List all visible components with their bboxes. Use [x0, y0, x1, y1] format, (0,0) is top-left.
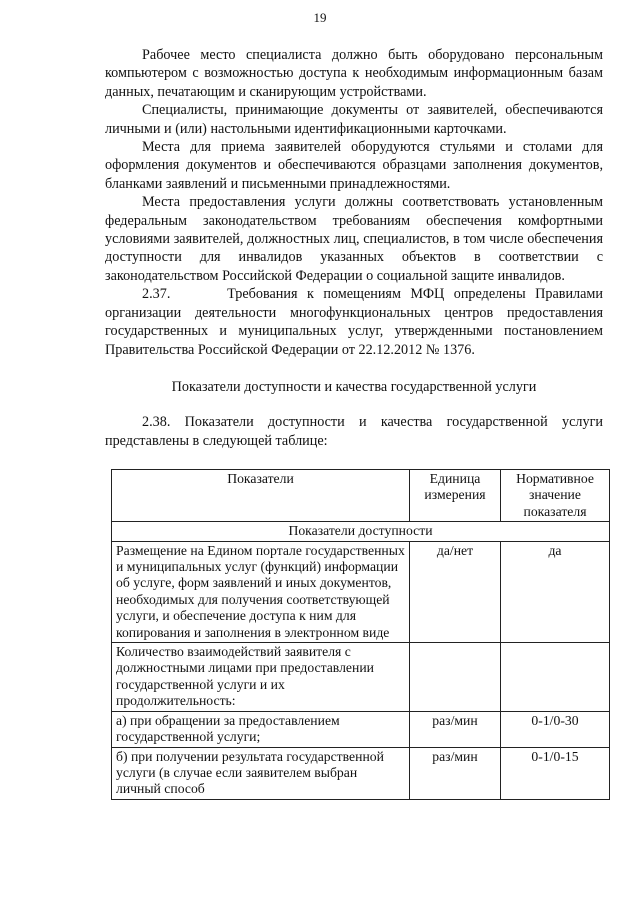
row-indicator: Количество взаимодействий заявителя с должностными лицами при предоставлении государственной услуги и их продолжительность:	[112, 643, 410, 712]
row-indicator: б) при получении результата государственной услуги (в случае если заявителем выбран личный способ	[112, 747, 410, 799]
header-normative-value: Нормативное значение показателя	[501, 470, 610, 522]
row-unit: раз/мин	[410, 711, 501, 747]
table-row	[112, 711, 610, 747]
document-body	[105, 46, 603, 450]
header-indicators: Показатели	[112, 470, 410, 522]
paragraph-service-places: Места предоставления услуги должны соответствовать установленным федеральным законодательством требованиям обеспечения комфортными условиями заявителей, должностных лиц, специалистов, в том числе обеспечения доступности для инвалидов указанных объектов в соответствии с законодательством Российской Федерации о социальной защите инвалидов.	[105, 194, 603, 284]
row-unit	[410, 643, 501, 712]
page-number: 19	[313, 10, 327, 25]
indicators-table	[111, 469, 610, 800]
row-indicator: Размещение на Едином портале государственных и муниципальных услуг (функций) информации об услуге, форм заявлений и иных документов, необходимых для получения соответствующей услуги, и обеспечение доступа к ним для копирования и заполнения в электронном виде	[112, 541, 410, 642]
section-heading: Показатели доступности и качества государственной услуги	[171, 378, 537, 395]
table-row	[112, 541, 610, 642]
row-indicator: а) при обращении за предоставлением государственной услуги;	[112, 711, 410, 747]
paragraph-reception-places: Места для приема заявителей оборудуются стульями и столами для оформления документов и обеспечиваются образцами заполнения документов, бланками заявлений и письменными принадлежностями.	[105, 139, 603, 192]
table-row	[112, 643, 610, 712]
table-section-row	[112, 522, 610, 541]
row-unit: раз/мин	[410, 747, 501, 799]
table-row	[112, 747, 610, 799]
paragraph-specialists: Специалисты, принимающие документы от заявителей, обеспечиваются личными и (или) настольными идентификационными карточками.	[105, 102, 603, 137]
row-unit: да/нет	[410, 541, 501, 642]
paragraph-2-38: 2.38. Показатели доступности и качества государственной услуги представлены в следующей таблице:	[105, 414, 603, 449]
section-availability: Показатели доступности	[112, 522, 610, 541]
row-value: да	[501, 541, 610, 642]
paragraph-2-37: 2.37. Требования к помещениям МФЦ определены Правилами организации деятельности многофункциональных центров предоставления государственных и муниципальных услуг, утвержденными постановлением Правительства Российской Федерации от 22.12.2012 № 1376.	[105, 286, 603, 358]
header-unit: Единица измерения	[410, 470, 501, 522]
paragraph-workplace: Рабочее место специалиста должно быть оборудовано персональным компьютером с возможностью доступа к необходимым информационным базам данных, печатающим и сканирующим устройствами.	[105, 47, 603, 100]
row-value: 0-1/0-15	[501, 747, 610, 799]
table-header-row	[112, 470, 610, 522]
row-value	[501, 643, 610, 712]
row-value: 0-1/0-30	[501, 711, 610, 747]
